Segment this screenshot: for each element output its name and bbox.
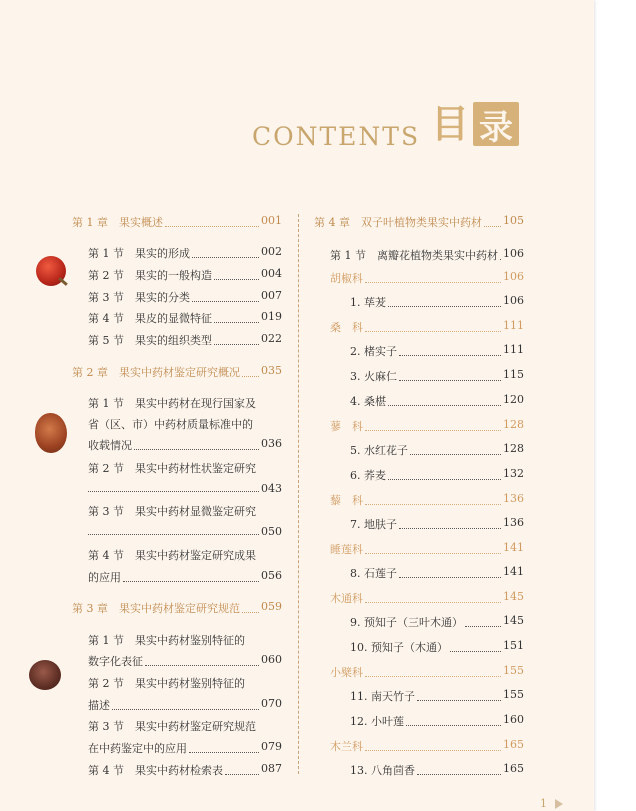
toc-entry[interactable] xyxy=(350,467,524,483)
toc-entry-line[interactable]: 第 2 节 果实中药材鉴别特征的 xyxy=(88,677,245,690)
toc-entry[interactable] xyxy=(350,516,524,532)
chapter-2-link[interactable]: 第 2 章 果实中药材鉴定研究概况 035 xyxy=(72,364,282,379)
entry-page: 132 xyxy=(503,467,524,480)
next-arrow-icon xyxy=(555,799,563,809)
entry-page: 106 xyxy=(503,294,524,307)
toc-entry[interactable]: 第 4 节 果皮的显微特征 019 xyxy=(88,310,282,325)
toc-entry[interactable] xyxy=(350,393,524,409)
entry-page: 155 xyxy=(503,664,524,677)
entry-page: 115 xyxy=(503,368,524,381)
toc-entry[interactable]: 的应用 056 xyxy=(88,569,282,584)
entry-page: 136 xyxy=(503,492,524,505)
toc-entry[interactable]: 数字化表征 060 xyxy=(88,653,282,668)
family-heading[interactable] xyxy=(330,418,524,434)
family-heading[interactable] xyxy=(330,738,524,754)
toc-entry-line[interactable]: 第 1 节 果实中药材鉴别特征的 xyxy=(88,634,245,647)
toc-entry-line[interactable]: 第 4 节 果实中药材鉴定研究成果 xyxy=(88,549,256,562)
lychee-fruit-image xyxy=(35,413,67,453)
entry-page: 160 xyxy=(503,713,524,726)
family-heading[interactable] xyxy=(330,590,524,606)
mulu-title xyxy=(431,102,519,146)
toc-entry[interactable]: 第 2 节 果实的一般构造 004 xyxy=(88,267,282,282)
toc-entry[interactable] xyxy=(350,565,524,581)
toc-entry-line[interactable]: 第 3 节 果实中药材鉴定研究规范 xyxy=(88,720,256,733)
entry-page: 111 xyxy=(503,319,524,332)
entry-page: 136 xyxy=(503,516,524,529)
leader-dots xyxy=(365,319,501,332)
entry-label: 木通科 xyxy=(330,592,363,605)
entry-label: 4. 桑椹 xyxy=(350,395,386,408)
toc-entry[interactable] xyxy=(350,368,524,384)
dark-fruit-image xyxy=(29,660,61,690)
leader-dots xyxy=(365,270,501,283)
leader-dots xyxy=(399,565,501,578)
toc-entry[interactable] xyxy=(350,639,524,655)
toc-entry-line[interactable]: 第 3 节 果实中药材显微鉴定研究 xyxy=(88,505,256,518)
leader-dots xyxy=(388,467,501,480)
leader-dots xyxy=(365,738,501,751)
toc-entry[interactable] xyxy=(350,614,524,630)
entry-label: 7. 地肤子 xyxy=(350,518,397,531)
leader-dots xyxy=(410,442,501,455)
entry-page: 128 xyxy=(503,442,524,455)
entry-label: 睡莲科 xyxy=(330,543,363,556)
toc-entry[interactable]: 收载情况 036 xyxy=(88,437,282,452)
toc-entry[interactable]: 第 5 节 果实的组织类型 022 xyxy=(88,332,282,347)
toc-entry[interactable]: 第 3 节 果实的分类 007 xyxy=(88,289,282,304)
entry-label: 蓼 科 xyxy=(330,420,363,433)
entry-label: 11. 南天竹子 xyxy=(350,690,415,703)
entry-label: 9. 预知子（三叶木通） xyxy=(350,616,463,629)
toc-entry[interactable]: 050 xyxy=(88,525,282,538)
toc-entry[interactable]: 第 1 节 果实的形成 002 xyxy=(88,245,282,260)
entry-page: 111 xyxy=(503,343,524,356)
chapter-4-link[interactable]: 第 4 章 双子叶植物类果实中药材 105 xyxy=(314,214,524,229)
leader-dots xyxy=(388,294,501,307)
leader-dots xyxy=(399,343,501,356)
toc-entry-line[interactable]: 第 2 节 果实中药材性状鉴定研究 xyxy=(88,462,256,475)
toc-entry[interactable] xyxy=(350,762,524,778)
entry-label: 1. 荜茇 xyxy=(350,296,386,309)
leader-dots xyxy=(365,664,501,677)
entry-label: 8. 石莲子 xyxy=(350,567,397,580)
entry-label: 10. 预知子（木通） xyxy=(350,641,448,654)
entry-page: 120 xyxy=(503,393,524,406)
entry-page: 128 xyxy=(503,418,524,431)
mulu-char-1: 目 xyxy=(431,101,470,146)
entry-label: 12. 小叶莲 xyxy=(350,715,404,728)
leader-dots xyxy=(450,639,501,652)
entry-page: 155 xyxy=(503,688,524,701)
family-heading[interactable] xyxy=(330,492,524,508)
entry-page: 165 xyxy=(503,738,524,751)
chapter-1-link[interactable]: 第 1 章 果实概述 001 xyxy=(72,214,282,229)
contents-heading: CONTENTS xyxy=(252,122,421,151)
toc-entry[interactable]: 第 4 节 果实中药材检索表 087 xyxy=(88,762,282,777)
family-heading[interactable] xyxy=(330,664,524,680)
leader-dots xyxy=(365,541,501,554)
entry-page: 141 xyxy=(503,565,524,578)
entry-page: 151 xyxy=(503,639,524,652)
leader-dots xyxy=(399,368,501,381)
toc-entry[interactable]: 043 xyxy=(88,482,282,495)
entry-label: 木兰科 xyxy=(330,740,363,753)
toc-entry-line[interactable]: 第 1 节 果实中药材在现行国家及 xyxy=(88,397,256,410)
page-number: 1 xyxy=(540,797,547,810)
entry-label: 胡椒科 xyxy=(330,272,363,285)
leader-dots xyxy=(365,590,501,603)
leader-dots xyxy=(406,713,501,726)
entry-label: 5. 水红花子 xyxy=(350,444,408,457)
toc-entry[interactable] xyxy=(350,343,524,359)
leader-dots xyxy=(365,492,501,505)
entry-label: 藜 科 xyxy=(330,494,363,507)
entry-page: 145 xyxy=(503,614,524,627)
toc-entry[interactable] xyxy=(350,294,524,310)
toc-entry[interactable]: 描述 070 xyxy=(88,697,282,712)
toc-entry[interactable] xyxy=(350,688,524,704)
entry-label: 2. 楮实子 xyxy=(350,345,397,358)
chapter-3-link[interactable]: 第 3 章 果实中药材鉴定研究规范 059 xyxy=(72,600,282,615)
entry-label: 桑 科 xyxy=(330,321,363,334)
leader-dots xyxy=(417,688,501,701)
leader-dots xyxy=(388,393,501,406)
entry-label: 13. 八角茴香 xyxy=(350,764,415,777)
leader-dots xyxy=(465,614,501,627)
section-1-link[interactable]: 第 1 节 离瓣花植物类果实中药材 106 xyxy=(330,247,524,262)
family-heading[interactable] xyxy=(330,319,524,335)
entry-page: 106 xyxy=(503,270,524,283)
entry-page: 165 xyxy=(503,762,524,775)
leader-dots xyxy=(417,762,501,775)
entry-page: 141 xyxy=(503,541,524,554)
toc-entry[interactable]: 在中药鉴定中的应用 079 xyxy=(88,740,282,755)
family-heading[interactable] xyxy=(330,541,524,557)
column-divider xyxy=(298,214,299,774)
family-heading[interactable] xyxy=(330,270,524,286)
entry-label: 3. 火麻仁 xyxy=(350,370,397,383)
entry-page: 145 xyxy=(503,590,524,603)
leader-dots xyxy=(399,516,501,529)
entry-label: 6. 荞麦 xyxy=(350,469,386,482)
mulu-char-2: 录 xyxy=(473,102,519,146)
toc-entry[interactable] xyxy=(350,713,524,729)
entry-label: 小檗科 xyxy=(330,666,363,679)
leader-dots xyxy=(365,418,501,431)
toc-entry[interactable] xyxy=(350,442,524,458)
toc-entry-line[interactable]: 省（区、市）中药材质量标准中的 xyxy=(88,418,253,431)
